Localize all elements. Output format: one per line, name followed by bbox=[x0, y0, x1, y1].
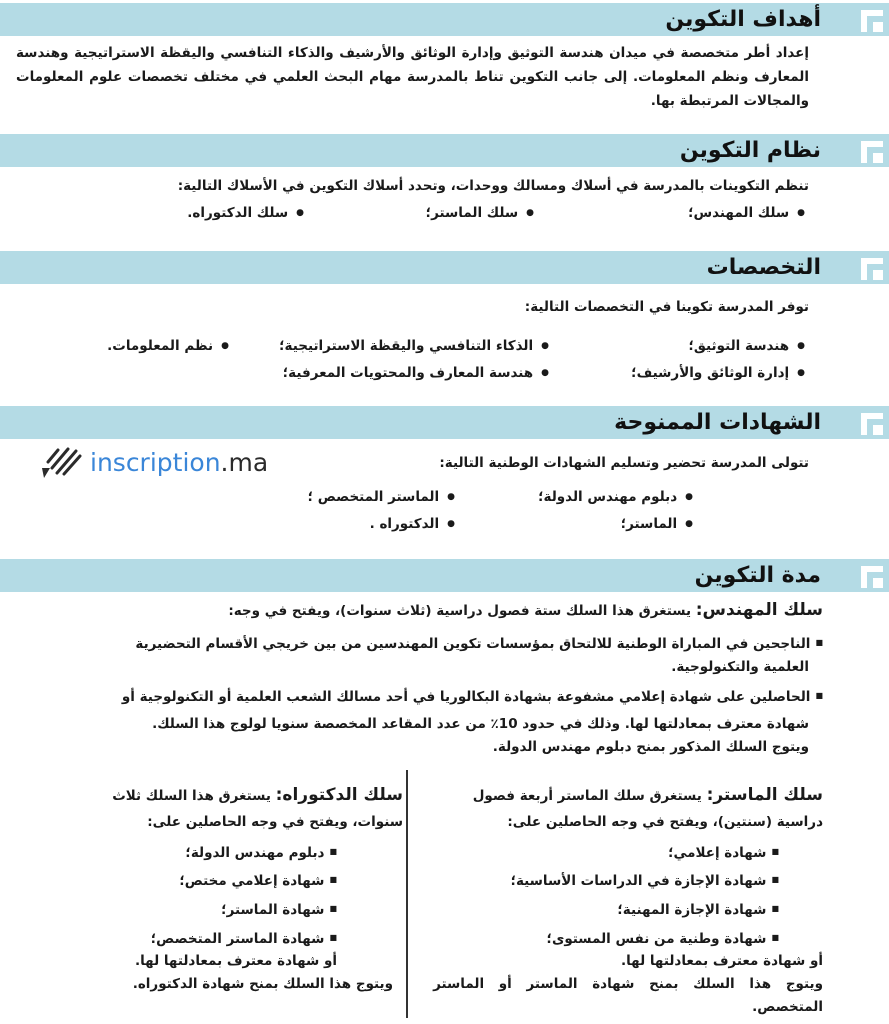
list-item: ● الذكاء التنافسي واليقظة الاستراتيجية؛ bbox=[279, 335, 549, 358]
doctorate-cycle-or: أو شهادة معترف بمعادلتها لها. bbox=[134, 953, 337, 969]
list-item: ● الماستر المتخصص ؛ bbox=[308, 486, 455, 509]
list-item: ● نظم المعلومات. bbox=[107, 335, 229, 358]
master-cycle-label: سلك الماستر: bbox=[706, 785, 823, 805]
specialties-intro: توفر المدرسة تكوينا في التخصصات التالية: bbox=[524, 299, 809, 315]
engineer-cycle-text: يستغرق هذا السلك ستة فصول دراسية (ثلاث سنوات)، ويفتح في وجه: bbox=[228, 603, 692, 619]
list-item: ● إدارة الوثائق والأرشيف؛ bbox=[631, 362, 805, 385]
master-cycle-text: يستغرق سلك الماستر أربعة فصول bbox=[472, 788, 702, 804]
list-item: ■ الحاصلين على شهادة إعلامي مشفوعة بشهادة البكالوريا في أحد مسالك الشعب العلمية أو التكنولوجية أو bbox=[122, 684, 823, 709]
list-item: ■ شهادة الإجازة في الدراسات الأساسية؛ bbox=[511, 868, 779, 893]
doctorate-cycle-closing: ويتوج هذا السلك بمنح شهادة الدكتوراه. bbox=[132, 976, 393, 992]
section-header-system bbox=[0, 134, 889, 167]
section-header-specialties bbox=[0, 251, 889, 284]
slash-stripes-icon bbox=[40, 446, 84, 480]
list-item-continuation: العلمية والتكنولوجية. bbox=[671, 659, 809, 675]
list-item: ■ شهادة إعلامي؛ bbox=[668, 840, 779, 865]
list-item: ■ الناجحين في المباراة الوطنية للالتحاق بمؤسسات تكوين المهندسين من بين خريجي الأقسام التحضيرية bbox=[135, 631, 823, 656]
master-cycle-or: أو شهادة معترف بمعادلتها لها. bbox=[620, 953, 823, 969]
column-divider bbox=[406, 770, 408, 1018]
list-item: ■ دبلوم مهندس الدولة؛ bbox=[185, 840, 337, 865]
doctorate-cycle-text-2: سنوات، ويفتح في وجه الحاصلين على: bbox=[147, 814, 403, 830]
list-item-continuation: شهادة معترف بمعادلتها لها. وذلك في حدود 10٪ من عدد المقاعد المخصصة سنويا لولوج هذا السلك. bbox=[152, 716, 809, 732]
section-marker-icon bbox=[861, 10, 883, 32]
list-item: ■ شهادة إعلامي مختص؛ bbox=[179, 868, 337, 893]
master-cycle-closing: ويتوج هذا السلك بمنح شهادة الماستر أو الماستر bbox=[433, 976, 823, 992]
list-item: ■ شهادة الماستر المتخصص؛ bbox=[151, 926, 337, 951]
section-title: مدة التكوين bbox=[694, 563, 821, 588]
section-marker-icon bbox=[861, 413, 883, 435]
section-title: الشهادات الممنوحة bbox=[614, 410, 821, 435]
master-cycle-paragraph bbox=[473, 784, 823, 808]
list-item: ■ شهادة الماستر؛ bbox=[221, 897, 337, 922]
master-cycle-text-2: دراسية (سنتين)، ويفتح في وجه الحاصلين على: bbox=[507, 814, 823, 830]
section-marker-icon bbox=[861, 566, 883, 588]
logo-wordmark: inscription.ma bbox=[90, 448, 269, 477]
list-item: ● الماستر؛ bbox=[621, 513, 693, 536]
list-item: ● سلك الماستر؛ bbox=[426, 202, 534, 225]
master-cycle-closing-2: المتخصص. bbox=[752, 999, 823, 1015]
system-intro: تنظم التكوينات بالمدرسة في أسلاك ومسالك ووحدات، وتحدد أسلاك التكوين في الأسلاك التالية: bbox=[177, 178, 809, 194]
engineer-cycle-label: سلك المهندس: bbox=[695, 600, 823, 620]
list-item: ● دبلوم مهندس الدولة؛ bbox=[538, 486, 693, 509]
section-marker-icon bbox=[861, 258, 883, 280]
section-title: التخصصات bbox=[706, 255, 821, 280]
section-title: نظام التكوين bbox=[679, 138, 821, 163]
list-item: ■ شهادة وطنية من نفس المستوى؛ bbox=[547, 926, 779, 951]
doctorate-cycle-text: يستغرق هذا السلك ثلاث bbox=[112, 788, 271, 804]
list-item: ● سلك المهندس؛ bbox=[688, 202, 805, 225]
list-item: ● هندسة التوثيق؛ bbox=[688, 335, 805, 358]
section-header-diplomas bbox=[0, 406, 889, 439]
section-header-duration bbox=[0, 559, 889, 592]
engineer-cycle-closing: ويتوج السلك المذكور بمنح دبلوم مهندس الدولة. bbox=[492, 739, 809, 755]
list-item: ● هندسة المعارف والمحتويات المعرفية؛ bbox=[283, 362, 549, 385]
doctorate-cycle-label: سلك الدكتوراه: bbox=[275, 785, 403, 805]
objectives-text: إعداد أطر متخصصة في ميدان هندسة التوثيق وإدارة الوثائق والأرشيف والذكاء التنافسي واليقظة الاستراتيجية وهندسة المعارف ونظم المعلومات. إلى جانب التكوين تناط بالمدرسة مهام البحث العلمي في مختلف تخصصات علوم المعلومات والمجالات المرتبطة بها. bbox=[16, 45, 809, 109]
list-item: ■ شهادة الإجازة المهنية؛ bbox=[617, 897, 779, 922]
list-item: ● الدكتوراه . bbox=[370, 513, 455, 536]
diplomas-intro: تتولى المدرسة تحضير وتسليم الشهادات الوطنية التالية: bbox=[439, 455, 809, 471]
list-item: ● سلك الدكتوراه. bbox=[187, 202, 304, 225]
engineer-cycle-paragraph bbox=[228, 599, 823, 623]
section-marker-icon bbox=[861, 141, 883, 163]
section-title: أهداف التكوين bbox=[665, 7, 821, 32]
section-header-objectives bbox=[0, 3, 889, 36]
doctorate-cycle-paragraph bbox=[112, 784, 403, 808]
